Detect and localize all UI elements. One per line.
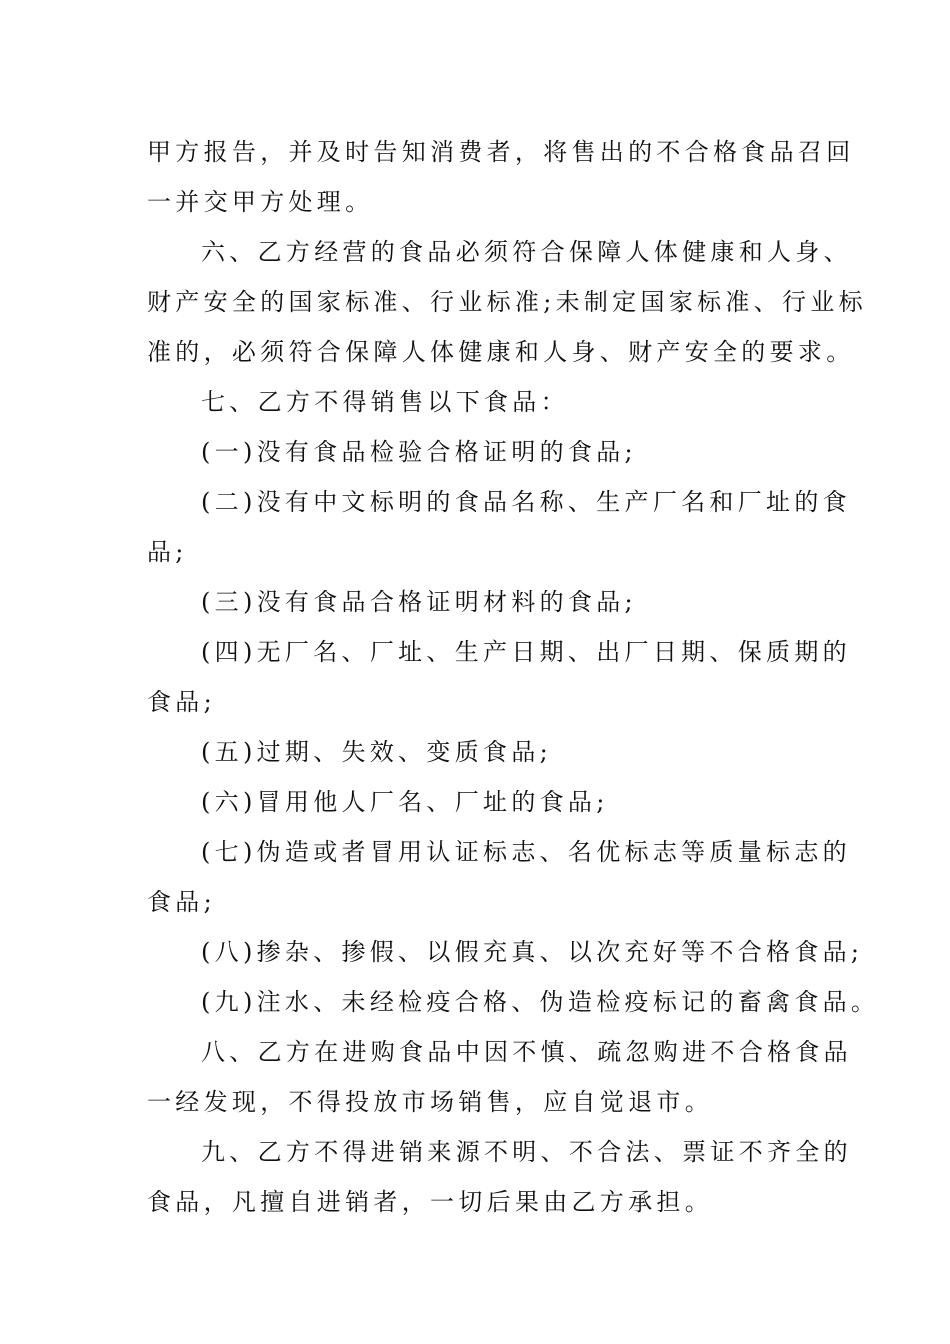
- list-item-8: (八)掺杂、掺假、以假充真、以次充好等不合格食品;: [201, 938, 864, 966]
- text-line: 品;: [147, 538, 188, 566]
- list-item-1: (一)没有食品检验合格证明的食品;: [201, 438, 637, 466]
- text-line: 一经发现，不得投放市场销售，应自觉退市。: [147, 1088, 713, 1116]
- text-line: 准的，必须符合保障人体健康和人身、财产安全的要求。: [147, 338, 855, 366]
- clause-9-line: 九、乙方不得进销来源不明、不合法、票证不齐全的: [201, 1138, 852, 1166]
- list-item-3: (三)没有食品合格证明材料的食品;: [201, 588, 637, 616]
- text-line: 食品;: [147, 688, 216, 716]
- list-item-5: (五)过期、失效、变质食品;: [201, 738, 553, 766]
- list-item-7: (七)伪造或者冒用认证标志、名优标志等质量标志的: [201, 838, 851, 866]
- document-body: [147, 127, 880, 1227]
- clause-7-line: 七、乙方不得销售以下食品：: [201, 388, 569, 416]
- list-item-9: (九)注水、未经检疫合格、伪造检疫标记的畜禽食品。: [201, 988, 880, 1016]
- clause-6-line: 六、乙方经营的食品必须符合保障人体健康和人身、: [201, 238, 852, 266]
- text-line: 一并交甲方处理。: [147, 188, 374, 216]
- list-item-6: (六)冒用他人厂名、厂址的食品;: [201, 788, 609, 816]
- list-item-2: (二)没有中文标明的食品名称、生产厂名和厂址的食: [201, 488, 851, 516]
- list-item-4: (四)无厂名、厂址、生产日期、出厂日期、保质期的: [201, 638, 851, 666]
- text-line: 食品;: [147, 888, 216, 916]
- text-line: 财产安全的国家标准、行业标准;未制定国家标准、行业标: [147, 288, 867, 316]
- text-line: 甲方报告，并及时告知消费者，将售出的不合格食品召回: [147, 138, 855, 166]
- clause-8-line: 八、乙方在进购食品中因不慎、疏忽购进不合格食品: [201, 1038, 852, 1066]
- text-line: 食品，凡擅自进销者，一切后果由乙方承担。: [147, 1188, 713, 1216]
